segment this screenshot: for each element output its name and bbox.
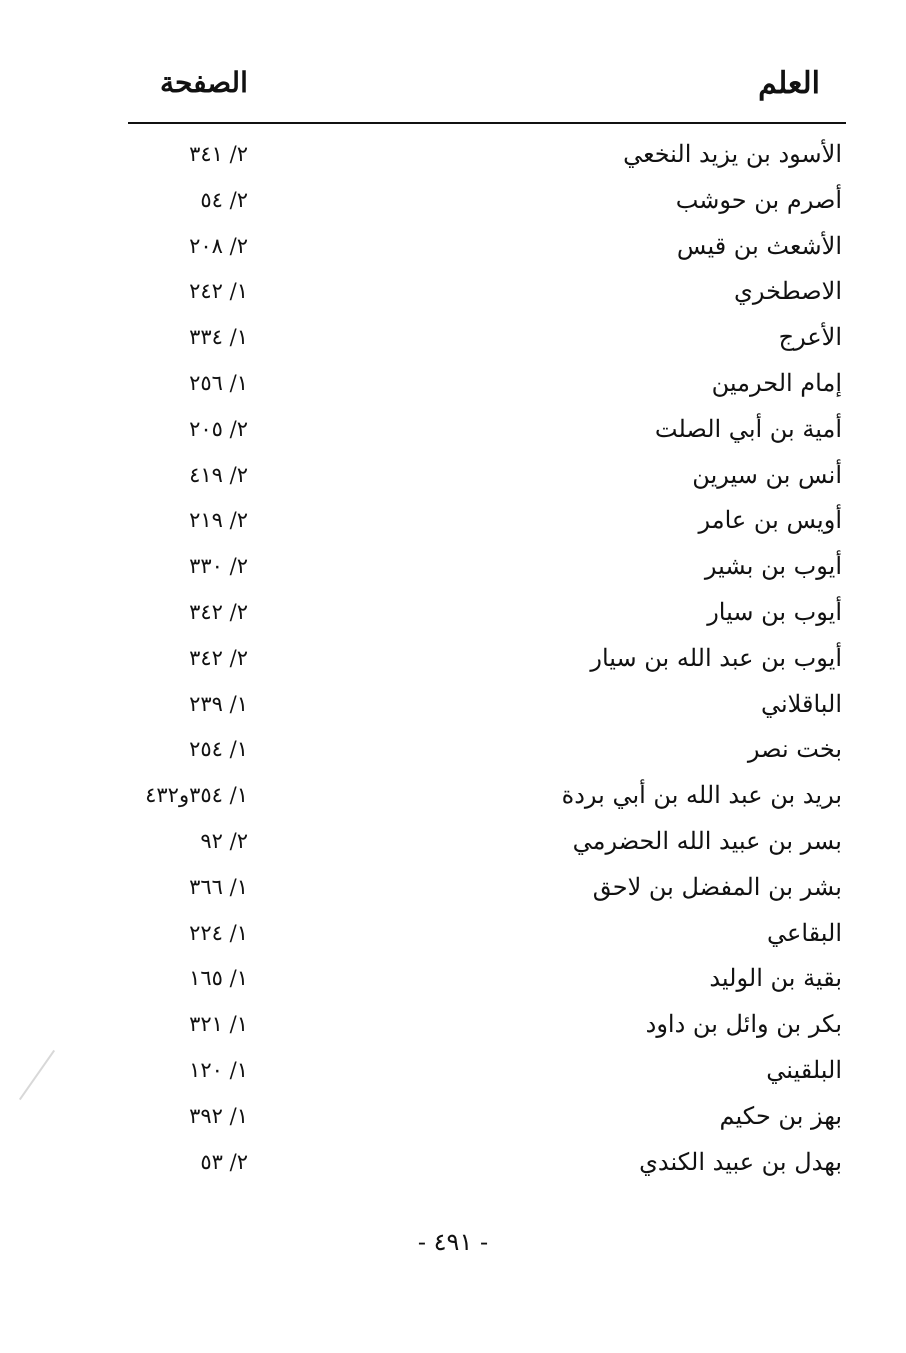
index-entry bbox=[128, 502, 846, 548]
scan-artifact bbox=[19, 1050, 55, 1100]
entry-page-ref: ٢/ ٣٤٢ bbox=[189, 645, 248, 670]
index-entry bbox=[128, 1006, 846, 1052]
entry-name: بريد بن عبد الله بن أبي بردة bbox=[561, 781, 842, 810]
entry-name: بخت نصر bbox=[747, 735, 842, 764]
index-entry bbox=[128, 273, 846, 319]
entry-name: أنس بن سيرين bbox=[692, 460, 842, 489]
entry-name: بسر بن عبيد الله الحضرمي bbox=[572, 826, 842, 855]
entry-page-ref: ٢/ ٤١٩ bbox=[189, 462, 248, 487]
entry-page-ref: ١/ ٣٣٤ bbox=[189, 325, 248, 350]
index-entry bbox=[128, 731, 846, 777]
index-entry bbox=[128, 457, 846, 503]
index-entry bbox=[128, 686, 846, 732]
entry-page-ref: ١/ ٣٥٤و٤٣٢ bbox=[145, 783, 248, 808]
entry-page-ref: ١/ ٢٥٦ bbox=[189, 370, 248, 395]
entry-page-ref: ٢/ ٩٢ bbox=[200, 828, 248, 853]
entry-page-ref: ١/ ١٦٥ bbox=[189, 966, 248, 991]
entry-page-ref: ٢/ ٢٠٨ bbox=[189, 233, 248, 258]
index-entry bbox=[128, 182, 846, 228]
entry-page-ref: ١/ ٢٢٤ bbox=[189, 920, 248, 945]
index-entry bbox=[128, 915, 846, 961]
entry-page-ref: ٢/ ٥٤ bbox=[200, 187, 248, 212]
entry-name: بهدل بن عبيد الكندي bbox=[639, 1147, 842, 1176]
index-entry bbox=[128, 960, 846, 1006]
index-entry bbox=[128, 777, 846, 823]
index-entry bbox=[128, 365, 846, 411]
entry-name: البقاعي bbox=[767, 918, 842, 947]
entry-name: الباقلاني bbox=[760, 689, 842, 718]
entry-page-ref: ٢/ ٢٠٥ bbox=[189, 416, 248, 441]
page-number: - ٤٩١ - bbox=[417, 1228, 489, 1256]
index-entry bbox=[128, 823, 846, 869]
index-entry bbox=[128, 869, 846, 915]
entry-name: أمية بن أبي الصلت bbox=[654, 414, 842, 443]
index-entry bbox=[128, 1144, 846, 1190]
entry-name: بشر بن المفضل بن لاحق bbox=[592, 872, 842, 901]
entry-name: أيوب بن بشير bbox=[704, 552, 842, 581]
index-entry bbox=[128, 1052, 846, 1098]
entry-page-ref: ٢/ ٥٣ bbox=[200, 1149, 248, 1174]
entry-name: بكر بن وائل بن داود bbox=[645, 1010, 842, 1039]
entry-name: أيوب بن سيار bbox=[707, 597, 842, 626]
entry-name: الأعرج bbox=[778, 323, 842, 352]
entry-name: أويس بن عامر bbox=[698, 506, 842, 535]
entry-name: الأسود بن يزيد النخعي bbox=[623, 140, 842, 168]
name-column-heading: العلم bbox=[758, 66, 820, 101]
index-entry bbox=[128, 640, 846, 686]
entry-page-ref: ١/ ١٢٠ bbox=[189, 1057, 248, 1082]
entry-name: الأشعث بن قيس bbox=[676, 231, 842, 260]
entry-page-ref: ٢/ ٢١٩ bbox=[189, 508, 248, 533]
index-list bbox=[128, 136, 846, 1189]
entry-page-ref: ١/ ٢٥٤ bbox=[189, 737, 248, 762]
table-header bbox=[128, 62, 846, 114]
entry-page-ref: ٢/ ٣٤٢ bbox=[189, 599, 248, 624]
entry-page-ref: ١/ ٣٦٦ bbox=[189, 874, 248, 899]
index-entry bbox=[128, 1098, 846, 1144]
index-entry bbox=[128, 411, 846, 457]
header-divider bbox=[128, 122, 846, 124]
entry-name: البلقيني bbox=[766, 1055, 842, 1084]
entry-page-ref: ٢/ ٣٤١ bbox=[189, 142, 248, 166]
index-entry bbox=[128, 319, 846, 365]
entry-page-ref: ١/ ٣٩٢ bbox=[189, 1103, 248, 1128]
entry-page-ref: ١/ ٣٢١ bbox=[189, 1012, 248, 1037]
index-entry bbox=[128, 594, 846, 640]
entry-name: أيوب بن عبد الله بن سيار bbox=[590, 643, 842, 672]
entry-name: بهز بن حكيم bbox=[719, 1101, 842, 1130]
index-entry bbox=[128, 548, 846, 594]
entry-name: بقية بن الوليد bbox=[709, 964, 842, 993]
index-entry bbox=[128, 136, 846, 182]
entry-page-ref: ١/ ٢٣٩ bbox=[189, 691, 248, 716]
entry-name: أصرم بن حوشب bbox=[675, 185, 842, 214]
entry-name: إمام الحرمين bbox=[711, 368, 842, 397]
entry-name: الاصطخري bbox=[734, 277, 842, 306]
entry-page-ref: ١/ ٢٤٢ bbox=[189, 279, 248, 304]
entry-page-ref: ٢/ ٣٣٠ bbox=[189, 554, 248, 579]
page-column-heading: الصفحة bbox=[160, 66, 248, 99]
index-entry bbox=[128, 228, 846, 274]
